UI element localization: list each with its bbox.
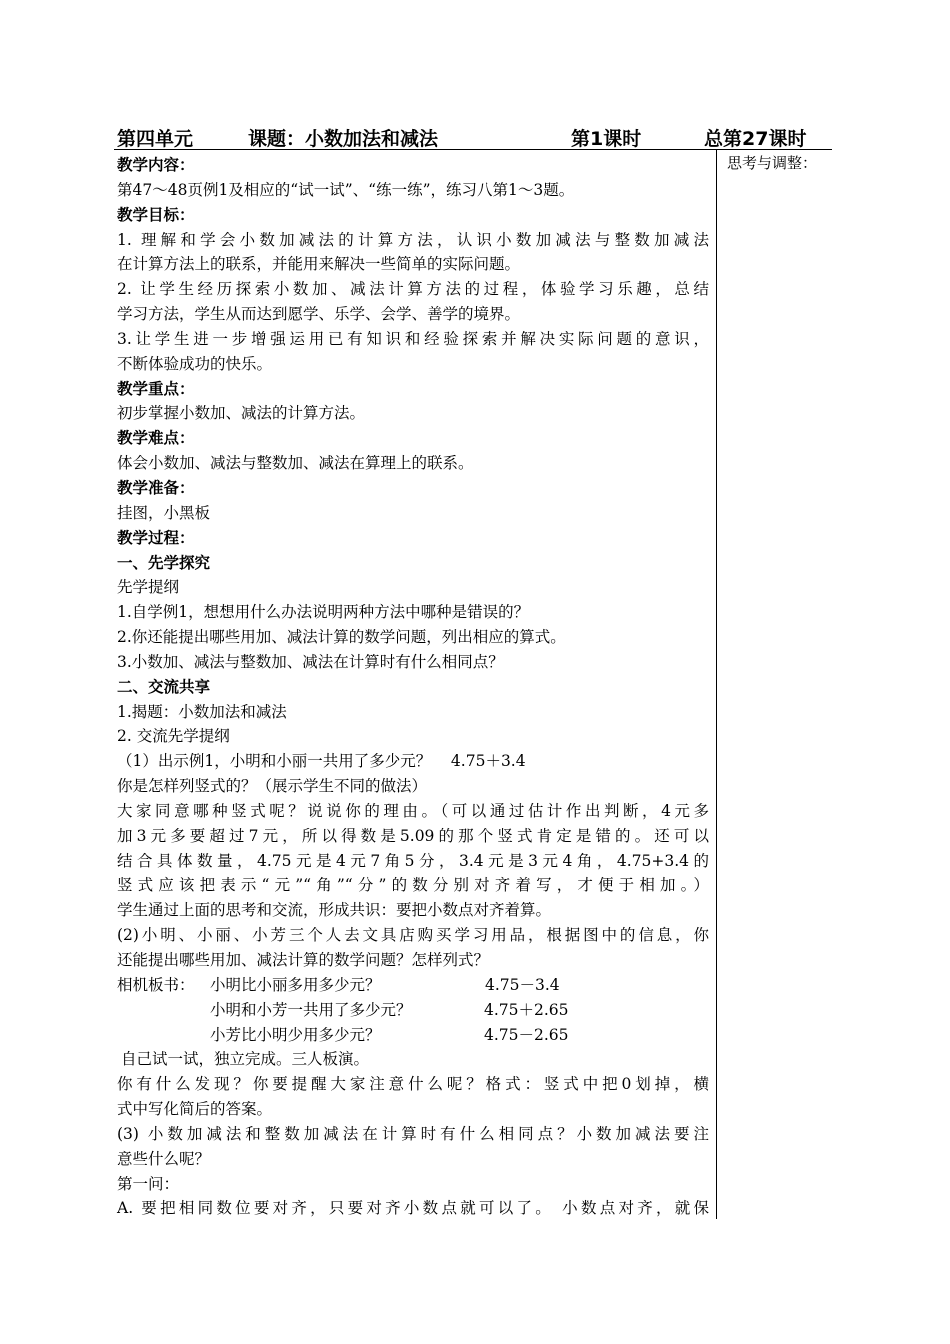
example-1: （1）出示例1，小明和小丽一共用了多少元？ 4.75＋3.4 [117,752,526,771]
goal-3-line-1: 3.让学生进一步增强运用已有知识和经验探索并解决实际问题的意识， [117,329,709,348]
section-1-question-2: 2.你还能提出哪些用加、减法计算的数学问题，列出相应的算式。 [117,628,566,647]
content-text: 第47～48页例1及相应的“试一试”、“练一练”，练习八第1～3题。 [117,180,575,199]
goal-1-line-1: 1. 理解和学会小数加减法的计算方法，认识小数加减法与整数加减法 [117,230,709,249]
unit-label: 第四单元 [117,128,194,150]
preparation-text: 挂图，小黑板 [117,503,211,522]
paragraph-1-line-1: 大家同意哪种竖式呢？说说你的理由。（可以通过估计作出判断，4元多 [117,801,709,820]
question-3-line-2: 意些什么呢？ [117,1149,211,1168]
lesson-header [117,124,837,150]
lesson-body [117,153,709,1221]
section-2-item-2: 2. 交流先学提纲 [117,727,230,746]
section-1-question-3: 3.小数加、减法与整数加、减法在计算时有什么相同点？ [117,652,504,671]
heading-goals: 教学目标： [117,205,195,224]
goal-2-line-1: 2. 让学生经历探索小数加、减法计算方法的过程，体验学习乐趣，总结 [117,280,709,299]
column-divider [716,149,717,1219]
lesson-number: 第1课时 [571,128,642,150]
paragraph-1-line-4: 竖式应该把表示“元”“角”“分”的数分别对齐着写，才便于相加。） [117,876,709,895]
try-it-text: 自己试一试，独立完成。三人板演。 [121,1050,370,1069]
section-1-question-1: 1.自学例1，想想用什么办法说明两种方法中哪种是错误的？ [117,603,530,622]
paragraph-1-line-3: 结合具体数量，4.75元是4元7角5分，3.4元是3元4角，4.75+3.4的 [117,851,709,870]
heading-preparation: 教学准备： [117,478,195,497]
board-row-3 [117,1023,709,1048]
key-points-text: 初步掌握小数加、减法的计算方法。 [117,404,366,423]
board-question-1: 小明比小丽多用多少元？ [210,975,381,994]
goal-3-line-2: 不断体验成功的快乐。 [117,354,273,373]
paragraph-1-line-5: 学生通过上面的思考和交流，形成共识：要把小数点对齐着算。 [117,901,552,920]
board-formula-3: 4.75－2.65 [484,1025,569,1044]
header-divider [114,149,832,150]
question-3-line-1: (3) 小数加减法和整数加减法在计算时有什么相同点？小数加减法要注 [117,1124,709,1143]
difficulties-text: 体会小数加、减法与整数加、减法在算理上的联系。 [117,454,474,473]
board-question-2: 小明和小芳一共用了多少元？ [210,1000,412,1019]
board-formula-1: 4.75－3.4 [485,975,560,994]
board-formula-2: 4.75＋2.65 [484,1000,569,1019]
topic-label: 课题：小数加法和减法 [248,128,439,150]
example-2-line-1: (2)小明、小丽、小芳三个人去文具店购买学习用品，根据图中的信息，你 [117,926,709,945]
findings-line-2: 式中写化简后的答案。 [117,1100,273,1119]
heading-key-points: 教学重点： [117,379,195,398]
total-lesson-number: 总第27课时 [704,128,807,150]
answer-a-line-1: A. 要把相同数位要对齐，只要对齐小数点就可以了。 小数点对齐，就保 [117,1199,709,1218]
paragraph-1-line-2: 加3元多要超过7元，所以得数是5.09的那个竖式肯定是错的。还可以 [117,826,709,845]
heading-content: 教学内容： [117,156,195,174]
goal-2-line-2: 学习方法，学生从而达到愿学、乐学、会学、善学的境界。 [117,305,521,324]
example-2-line-2: 还能提出哪些用加、减法计算的数学问题？怎样列式？ [117,951,490,969]
section-2-heading: 二、交流共享 [117,677,211,696]
section-1-subheading: 先学提纲 [117,578,180,597]
board-question-3: 小芳比小明少用多少元？ [210,1025,381,1044]
goal-1-line-2: 在计算方法上的联系，并能用来解决一些简单的实际问题。 [117,255,521,274]
heading-process: 教学过程： [117,528,195,547]
example-1-question: 你是怎样列竖式的？（展示学生不同的做法） [117,777,428,796]
heading-difficulties: 教学难点： [117,429,195,448]
first-question-label: 第一问： [117,1174,180,1193]
reflection-column-label: 思考与调整： [727,154,818,172]
board-row-2 [117,998,709,1023]
section-2-item-1: 1.揭题：小数加法和减法 [117,702,287,721]
board-row-1 [117,973,709,998]
board-label: 相机板书： [117,975,195,994]
section-1-heading: 一、先学探究 [117,553,211,572]
findings-line-1: 你有什么发现？你要提醒大家注意什么呢？格式：竖式中把0划掉，横 [117,1075,709,1094]
